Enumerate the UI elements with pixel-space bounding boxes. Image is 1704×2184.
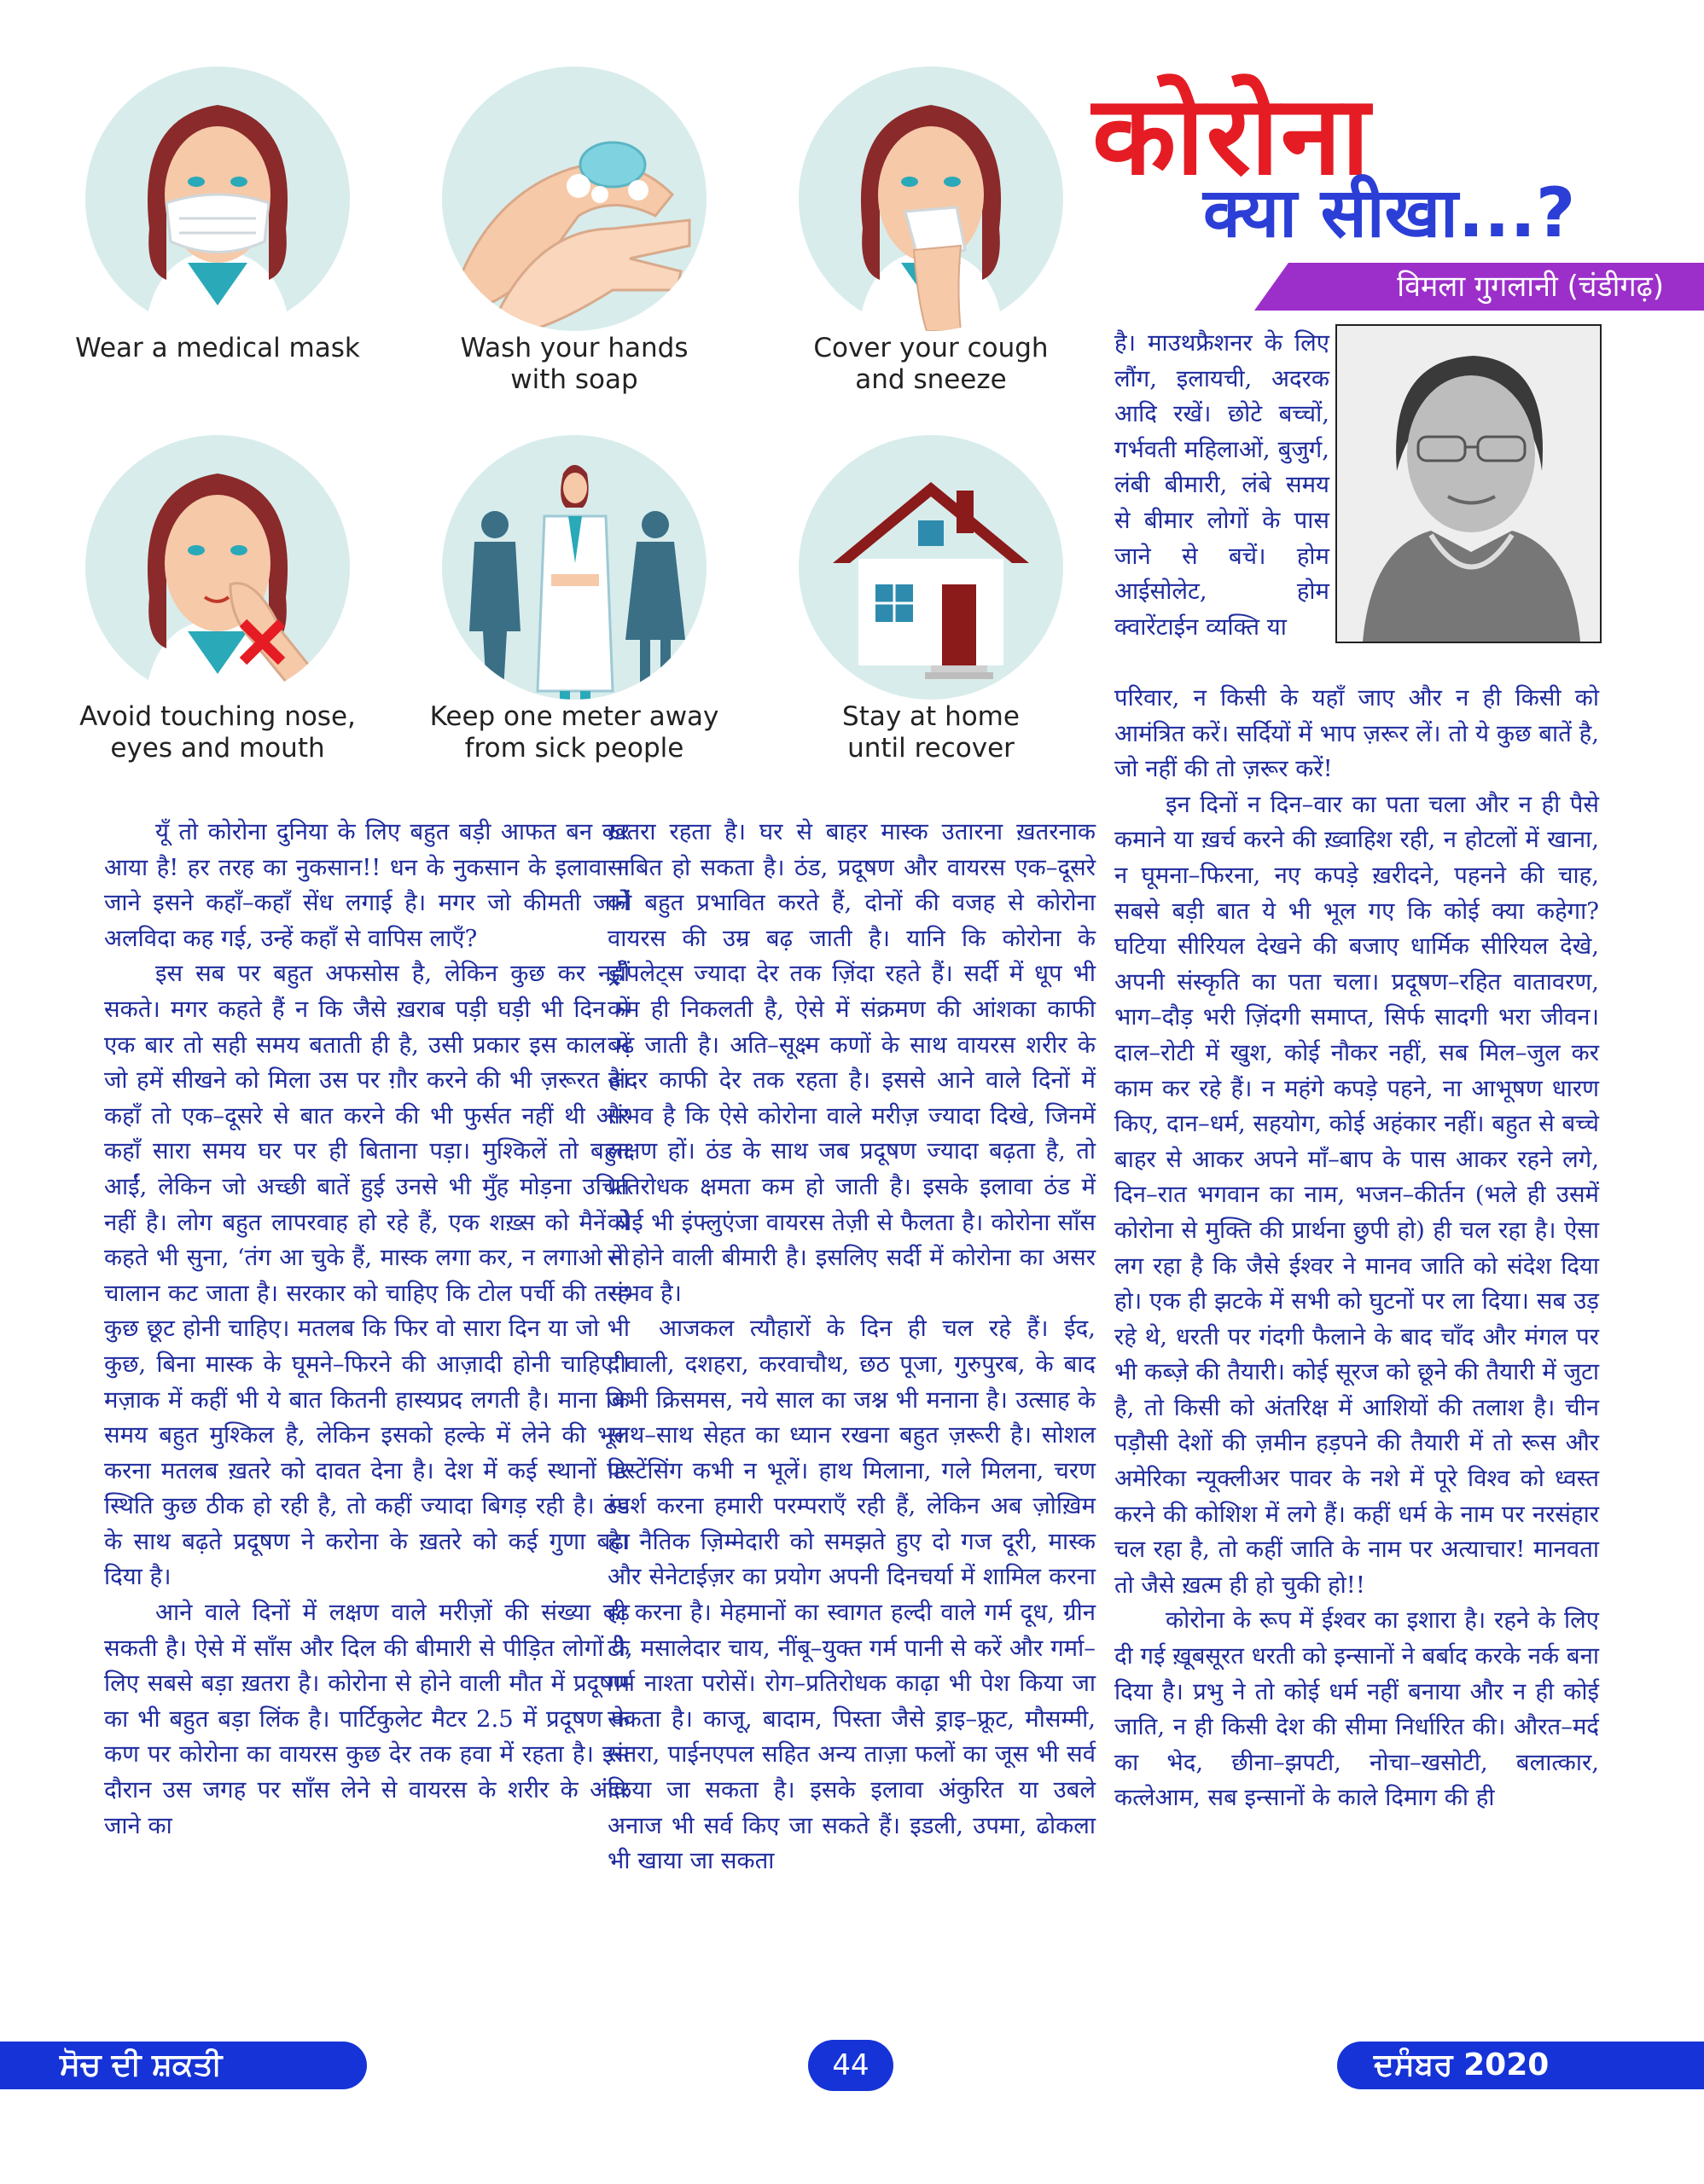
article-subtitle: क्या सीखा...?	[1203, 173, 1576, 253]
woman-tissue-icon	[799, 67, 1063, 331]
doctor-distance-icon	[442, 435, 707, 700]
caption-line: Keep one meter away	[429, 701, 719, 732]
author-name: विमला गुगलानी (चंडीगढ़)	[1397, 270, 1664, 304]
caption-line: eyes and mouth	[110, 733, 325, 764]
article-title: कोरोना	[1092, 73, 1372, 200]
paragraph: इन दिनों न दिन–वार का पता चला और न ही पैसे कमाने या ख़र्च करने की ख़्वाहिश रही, न होटलों में खाना, न घूमना–फिरना, नए कपड़े ख़रीदने, पहनने की चाह, सबसे बड़ी बात ये भी भूल गए कि कोई क्या कहेगा? घटिया सीरियल देखने की बजाए धार्मिक सीरियल देखे, अपनी संस्कृति का पता चला। प्रदूषण–रहित वातावरण, भाग–दौड़ भरी ज़िंदगी समाप्त, सिर्फ सादगी भरा जीवन। दाल–रोटी में खुश, कोई नौकर नहीं, सब मिल–जुल कर काम कर रहे हैं। न महंगे कपड़े पहने, ना आभूषण धारण किए, दान–धर्म, सहयोग, कोई अहंकार नहीं। बहुत से बच्चे बाहर से आकर अपने माँ–बाप के पास आकर रहने लगे, दिन–रात भगवान का नाम, भजन–कीर्तन (भले ही उसमें कोरोना से मुक्ति की प्रार्थना छुपी हो) ही चल रहा है। ऐसा लग रहा है कि जैसे ईश्वर ने मानव जाति को संदेश दिया हो। एक ही झटके में सभी को घुटनों पर ला दिया। सब उड़ रहे थे, धरती पर गंदगी फैलाने के बाद चाँद और मंगल पर भी कब्ज़े की तैयारी। कोई सूरज को छूने की तैयारी में जुटा है, तो किसी को अंतरिक्ष में आशियों की तलाश है। चीन पड़ौसी देशों की ज़मीन हड़पने की तैयारी में तो रूस और अमेरिका न्यूक्लीअर पावर के नशे में पूरे विश्व को ध्वस्त करने की कोशिश में लगे हैं। कहीं धर्म के नाम पर नरसंहार चल रहा है, तो कहीं जाति के नाम पर अत्याचार! मानवता तो जैसे ख़त्म ही हो चुकी हो!!	[1114, 790, 1599, 1599]
page-number: 44	[832, 2048, 869, 2082]
article-column-3-top	[1114, 326, 1329, 645]
avoid-touching-illustration	[85, 435, 350, 700]
caption-stay-home	[752, 701, 1110, 764]
article-column-3	[1114, 681, 1599, 1816]
author-photo	[1335, 324, 1602, 643]
paragraph: कोरोना के रूप में ईश्वर का इशारा है। रहने के लिए दी गई ख़ूबसूरत धरती को इन्सानों ने बर्बाद करके नर्क बना दिया है। प्रभु ने तो कोई धर्म नहीं बनाया और न ही कोई जाति, न ही किसी देश की सीमा निर्धारित की। औरत–मर्द का भेद, छीना–झपटी, नोचा–खसोटी, बलात्कार, कत्लेआम, सब इन्सानों के काले दिमाग की ही	[1114, 1606, 1599, 1812]
caption-line: Stay at home	[842, 701, 1020, 732]
article-column-2	[608, 815, 1096, 1879]
paragraph: आजकल त्यौहारों के दिन ही चल रहे हैं। ईद, दीवाली, दशहरा, करवाचौथ, छठ पूजा, गुरुपुरब, के बाद अभी क्रिसमस, नये साल का जश्न भी मनाना है। उत्साह के साथ–साथ सेहत का ध्यान रखना बहुत ज़रूरी है। सोशल डिस्टेंसिंग कभी न भूलें। हाथ मिलाना, गले मिलना, चरण स्पर्श करना हमारी परम्पराएँ रही हैं, लेकिन अब ज़ोख़िम है। नैतिक ज़िम्मेदारी को समझते हुए दो गज दूरी, मास्क और सेनेटाईज़र का प्रयोग अपनी दिनचर्या में शामिल करना ही करना है। मेहमानों का स्वागत हल्दी वाले गर्म दूध, ग्रीन टी, मसालेदार चाय, नींबू–युक्त गर्म पानी से करें और गर्मा–गर्म नाश्ता परोसें। रोग–प्रतिरोधक काढ़ा भी पेश किया जा सकता है। काजू, बादाम, पिस्ता जैसे ड्राइ–फ्रूट, मौसम्मी, संतरा, पाईनएपल सहित अन्य ताज़ा फलों का जूस भी सर्व किया जा सकता है। इसके इलावा अंकुरित या उबले अनाज भी सर्व किए जा सकते हैं। इडली, उपमा, ढोकला भी खाया जा सकता	[608, 1315, 1096, 1875]
paragraph: परिवार, न किसी के यहाँ जाए और न ही किसी को आमंत्रित करें। सर्दियों में भाप ज़रूर लें। तो ये कुछ बातें है, जो नहीं की तो ज़रूर करें!	[1114, 684, 1599, 783]
caption-cover-cough	[752, 333, 1110, 396]
woman-no-touch-icon	[85, 435, 350, 700]
caption-line: Avoid touching nose,	[79, 701, 356, 732]
wash-hands-illustration	[442, 67, 707, 331]
article-column-1	[104, 815, 630, 1844]
paragraph: यूँ तो कोरोना दुनिया के लिए बहुत बड़ी आफत बन कर आया है! हर तरह का नुकसान!! धन के नुकसान के इलावा न जाने इसने कहाँ–कहाँ सेंध लगाई है। मगर जो कीमती जानें अलविदा कह गई, उन्हें कहाँ से वापिस लाएँ?	[104, 818, 630, 952]
caption-avoid-touching	[38, 701, 397, 764]
keep-distance-illustration	[442, 435, 707, 700]
caption-line: Cover your cough	[813, 333, 1049, 363]
caption-keep-distance	[395, 701, 753, 764]
woman-mask-icon	[85, 67, 350, 331]
paragraph: है। माउथफ्रैशनर के लिए लौंग, इलायची, अदरक आदि रखें। छोटे बच्चों, गर्भवती महिलाओं, बुजुर्ग, लंबी बीमारी, लंबे समय से बीमार लोगों के पास जाने से बचें। होम आईसोलेट, होम क्वारेंटाईन व्यक्ति या	[1114, 329, 1329, 641]
caption-line: and sneeze	[855, 364, 1007, 395]
caption-line: Wash your hands	[460, 333, 689, 363]
issue-date: ਦਸੰਬਰ 2020	[1374, 2048, 1550, 2082]
caption-line: Wear a medical mask	[75, 333, 360, 363]
paragraph: इस सब पर बहुत अफसोस है, लेकिन कुछ कर नहीं सकते। मगर कहते हैं न कि जैसे ख़राब पड़ी घड़ी भी दिन में एक बार तो सही समय बताती ही है, उसी प्रकार इस काल में जो हमें सीखने को मिला उस पर ग़ौर करने की भी ज़रूरत है। कहाँ तो एक–दूसरे से बात करने की भी फुर्सत नहीं थी और कहाँ सारा समय घर पर ही बिताना पड़ा। मुश्किलें तो बहुत आईं, लेकिन जो अच्छी बातें हुई उनसे भी मुँह मोड़ना उचित नहीं है। लोग बहुत लापरवाह हो रहे हैं, एक शख़्स को मैनें ये कहते भी सुना, ‘तंग आ चुके हैं, मास्क लगा कर, न लगाओ तो चालान कट जाता है। सरकार को चाहिए कि टोल पर्ची की तरह कुछ छूट होनी चाहिए। मतलब कि फिर वो सारा दिन या जो भी कुछ, बिना मास्क के घूमने–फिरने की आज़ादी होनी चाहिए’। मज़ाक में कहीं भी ये बात कितनी हास्यप्रद लगती है। माना कि समय बहुत मुश्किल है, लेकिन इसको हल्के में लेने की भूल करना मतलब ख़तरे को दावत देना है। देश में कई स्थानों पर स्थिति कुछ ठीक हो रही है, तो कहीं ज्यादा बिगड़ रही है। ठंड के साथ बढ़ते प्रदूषण ने करोना के ख़तरे को कई गुणा बढ़ा दिया है।	[104, 960, 630, 1591]
caption-line: from sick people	[464, 733, 684, 764]
caption-mask	[38, 333, 397, 364]
house-icon	[799, 435, 1063, 700]
author-portrait-icon	[1337, 326, 1600, 642]
caption-line: with soap	[510, 364, 638, 395]
cover-cough-illustration	[799, 67, 1063, 331]
paragraph: ख़तरा रहता है। घर से बाहर मास्क उतारना ख़तरनाक साबित हो सकता है। ठंड, प्रदूषण और वायरस एक–दूसरे को बहुत प्रभावित करते हैं, दोनों की वजह से कोरोना वायरस की उम्र बढ़ जाती है। यानि कि कोरोना के ड्रॉपलेट्स ज्यादा देर तक ज़िंदा रहते हैं। सर्दी में धूप भी कम ही निकलती है, ऐसे में संक्रमण की आंशका काफी बढ़ जाती है। अति–सूक्ष्म कणों के साथ वायरस शरीर के अंदर काफी देर तक रहता है। इससे आने वाले दिनों में संभव है कि ऐसे कोरोना वाले मरीज़ ज्यादा दिखे, जिनमें लक्षण हों। ठंड के साथ जब प्रदूषण ज्यादा बढ़ता है, तो प्रतिरोधक क्षमता कम हो जाती है। इसके इलावा ठंड में कोई भी इंफ्लुएंजा वायरस तेज़ी से फैलता है। कोरोना साँस से होने वाली बीमारी है। इसलिए सर्दी में कोरोना का असर संभव है।	[608, 818, 1096, 1307]
caption-line: until recover	[847, 733, 1015, 764]
paragraph: आने वाले दिनों में लक्षण वाले मरीज़ों की संख्या बढ़ सकती है। ऐसे में साँस और दिल की बीमारी से पीड़ित लोगों के लिए सबसे बड़ा ख़तरा है। कोरोना से होने वाली मौत में प्रदूषण का भी बहुत बड़ा लिंक है। पार्टिकुलेट मैटर 2.5 में प्रदूषण के कण पर कोरोना का वायरस कुछ देर तक हवा में रहता है। इस दौरान उस जगह पर साँस लेने से वायरस के शरीर के अंदर जाने का	[104, 1599, 630, 1839]
stay-home-illustration	[799, 435, 1063, 700]
hands-soap-icon	[442, 67, 707, 331]
caption-wash-hands	[395, 333, 753, 396]
mask-illustration	[85, 67, 350, 331]
magazine-name: ਸੋਚ ਦੀ ਸ਼ਕਤੀ	[60, 2048, 223, 2082]
